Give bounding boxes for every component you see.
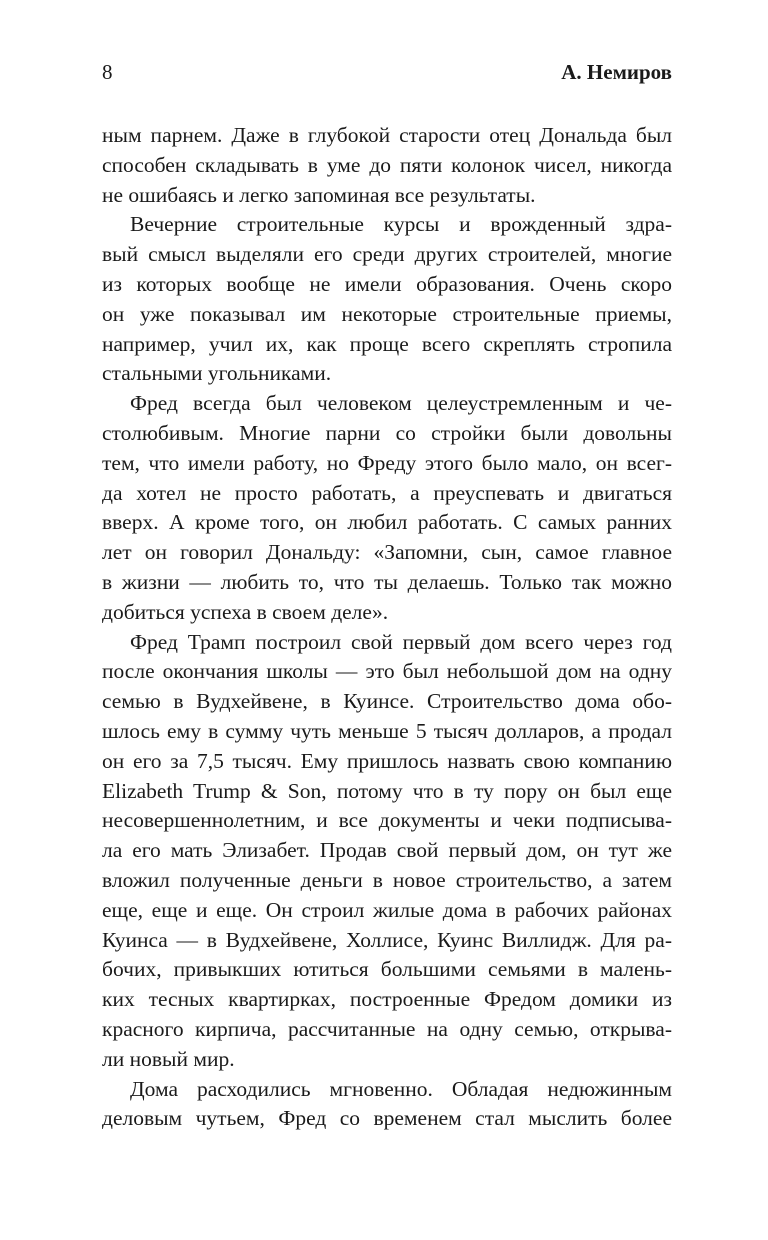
page-number: 8: [102, 60, 113, 84]
text-line: вложил полученные деньги в новое строительство, а затем: [102, 867, 672, 892]
paragraph: [102, 1075, 672, 1135]
text-line: стальными угольниками.: [102, 361, 332, 386]
text-line: шлось ему в сумму чуть меньше 5 тысяч долларов, а продал: [102, 718, 672, 743]
text-line: Дома расходились мгновенно. Обладая недюжинным: [130, 1076, 672, 1101]
text-line: тем, что имели работу, но Фреду этого было мало, он всег-: [102, 450, 672, 475]
text-line: деловым чутьем, Фред со временем стал мыслить более: [102, 1106, 672, 1131]
page-header: [102, 58, 672, 88]
text-line: лет он говорил Дональду: «Запомни, сын, самое главное: [102, 540, 672, 565]
text-line: бочих, привыкших ютиться большими семьями в малень-: [102, 957, 672, 982]
running-head-author: А. Немиров: [561, 60, 672, 84]
paragraph: [102, 210, 672, 389]
text-line: он уже показывал им некоторые строительные приемы,: [102, 301, 672, 326]
text-line: семью в Вудхейвене, в Куинсе. Строительство дома обо-: [102, 689, 672, 714]
paragraph: [102, 628, 672, 1075]
text-line: Куинса — в Вудхейвене, Холлисе, Куинс Виллидж. Для ра-: [102, 927, 672, 952]
text-line: ких тесных квартирках, построенные Фредом домики из: [102, 987, 672, 1012]
text-line: да хотел не просто работать, а преуспевать и двигаться: [102, 480, 672, 505]
body-text: [102, 121, 672, 1134]
paragraph: [102, 121, 672, 210]
text-line: после окончания школы — это был небольшой дом на одну: [102, 659, 672, 684]
text-line: Вечерние строительные курсы и врожденный здра-: [130, 212, 672, 237]
text-line: Фред Трамп построил свой первый дом всего через год: [130, 629, 672, 654]
text-line: ла его мать Элизабет. Продав свой первый дом, он тут же: [102, 838, 672, 863]
text-line: способен складывать в уме до пяти колонок чисел, никогда: [102, 152, 672, 177]
text-line: в жизни — любить то, что ты делаешь. Только так можно: [102, 569, 672, 594]
text-line: Фред всегда был человеком целеустремленным и че-: [130, 391, 672, 416]
text-line: столюбивым. Многие парни со стройки были довольны: [102, 420, 672, 445]
text-line: вверх. А кроме того, он любил работать. С самых ранних: [102, 510, 672, 535]
text-line: ным парнем. Даже в глубокой старости отец Дональда был: [102, 123, 672, 147]
text-line: красного кирпича, рассчитанные на одну семью, открыва-: [102, 1016, 672, 1041]
text-line: вый смысл выделяли его среди других строителей, многие: [102, 242, 672, 267]
text-line: Elizabeth Trump & Son, потому что в ту пору он был еще: [102, 778, 672, 803]
text-line: несовершеннолетним, и все документы и чеки подписыва-: [102, 808, 672, 833]
paragraph: [102, 389, 672, 627]
text-line: еще, еще и еще. Он строил жилые дома в рабочих районах: [102, 897, 672, 922]
text-line: не ошибаясь и легко запоминая все результаты.: [102, 182, 536, 207]
text-line: например, учил их, как проще всего скреплять стропила: [102, 331, 672, 356]
text-line: он его за 7,5 тысяч. Ему пришлось назвать свою компанию: [102, 748, 672, 773]
text-line: ли новый мир.: [102, 1046, 235, 1071]
text-line: из которых вообще не имели образования. Очень скоро: [102, 271, 672, 296]
text-line: добиться успеха в своем деле».: [102, 599, 389, 624]
